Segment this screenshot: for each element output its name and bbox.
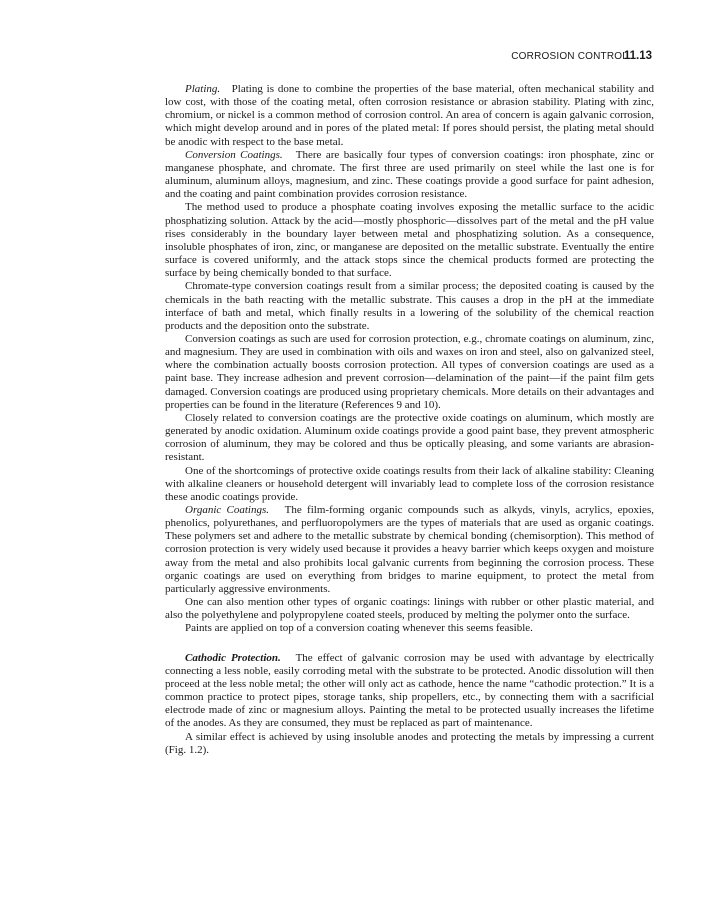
paragraph: The method used to produce a phosphate coating involves exposing the metallic surface to the acidic phosphatizing solution. Attack by the acid—mostly phosphoric—dissolves part of the metal and the pH value rises considerably in the boundary layer between metal and phosphatizing solution. As a consequence, insoluble phosphates of iron, zinc, or manganese are deposited on the metallic substrate. Eventually the entire surface is covered uniformly, and the attack stops since the chemical products formed are protecting the surface by being chemically bonded to that surface. (165, 201, 654, 280)
run-in-heading-conversion-coatings: Conversion Coatings. (185, 148, 283, 161)
paragraph-organic-coatings (165, 504, 654, 596)
section-heading-cathodic-protection: Cathodic Protection. (185, 651, 281, 664)
paragraph: Closely related to conversion coatings are the protective oxide coatings on aluminum, which mostly are generated by anodic oxidation. Aluminum oxide coatings provide a good paint base, they prevent atmospheric corrosion of aluminum, they may be colored and thus be optically pleasing, and some variants are abrasion-resistant. (165, 411, 654, 464)
paragraph: One of the shortcomings of protective oxide coatings results from their lack of alkaline stability: Cleaning with alkaline cleaners or household detergent will invariably lead to complete loss of the corrosion resistance these anodic coatings provide. (165, 464, 654, 503)
paragraph-conversion-coatings (165, 149, 654, 202)
paragraph: Chromate-type conversion coatings result from a similar process; the deposited coating is caused by the chemicals in the bath reacting with the metallic substrate. This causes a drop in the pH at the immediate interface of bath and metal, which finally results in a lowering of the solubility of the chemical reaction products and the deposition onto the substrate. (165, 280, 654, 332)
paragraph: One can also mention other types of organic coatings: linings with rubber or other plastic material, and also the polyethylene and polypropylene coated steels, produced by melting the polymer onto the surface. (165, 596, 654, 622)
paragraph: A similar effect is achieved by using insoluble anodes and protecting the metals by impressing a current (Fig. 1.2). (165, 730, 654, 756)
running-header-section-title: CORROSION CONTROL (511, 51, 628, 62)
paragraph-cathodic-protection (165, 652, 654, 731)
paragraph-text: There are basically four types of conversion coatings: iron phosphate, zinc or manganese phosphate, and chromate. The first three are used primarily on steel while the last one is for aluminum, aluminum alloys, magnesium, and zinc. These coatings provide a good surface for paint adhesion, and the coating and paint combination provides corrosion resistance. (165, 148, 654, 201)
page-number: 11.13 (623, 50, 652, 62)
paragraph-plating (165, 83, 654, 149)
running-header (0, 50, 718, 66)
run-in-heading-organic-coatings: Organic Coatings. (185, 504, 270, 516)
paragraph-text: The film-forming organic compounds such as alkyds, vinyls, acrylics, epoxies, phenolics, polyurethanes, and perfluoropolymers are the types of materials that are used as organic coatings. These polymers set and adhere to the metallic substrate by chemical bonding (chemisorption). This method of corrosion protection is very widely used because it provides a heavy barrier which keeps oxygen and moisture away from the metal and also prohibits local galvanic currents from beginning the corrosion process. These organic coatings are used on everything from bridges to marine equipment, to protect the metal from particularly aggressive environments. (165, 504, 654, 595)
run-in-heading-plating: Plating. (185, 83, 221, 95)
paragraph-text: Plating is done to combine the properties of the base material, often mechanical stability and low cost, with those of the coating metal, often corrosion resistance or abrasion stability. Plating with zinc, chromium, or nickel is a common method of corrosion control. An area of concern is again galvanic corrosion, which might develop around and in pores of the plated metal: If pores should persist, the plating metal should be anodic with respect to the base metal. (165, 83, 655, 148)
body-text (165, 83, 654, 757)
paragraph-text: The effect of galvanic corrosion may be used with advantage by electrically connecting a less noble, easily corroding metal with the substrate to be protected. Anodic dissolution will then proceed at the less noble metal; the other will only act as cathode, hence the name “cathodic protection.” It is a common practice to protect pipes, storage tanks, ship propellers, etc., by connecting them with a sacrificial electrode made of zinc or magnesium alloys. Painting the metal to be protected usually increases the lifetime of the anodes. As they are consumed, they must be replaced as part of maintenance. (165, 651, 654, 730)
paragraph: Paints are applied on top of a conversion coating whenever this seems feasible. (185, 622, 533, 635)
paragraph: Conversion coatings as such are used for corrosion protection, e.g., chromate coatings on aluminum, zinc, and magnesium. They are used in combination with oils and waxes on iron and steel, also on galvanized steel, where the combination actually boosts corrosion protection. All types of conversion coatings are used as a paint base. They increase adhesion and prevent corrosion—delamination of the paint—if the paint film gets damaged. Conversion coatings are produced using proprietary chemicals. More details on their advantages and properties can be found in the literature (References 9 and 10). (165, 332, 654, 411)
